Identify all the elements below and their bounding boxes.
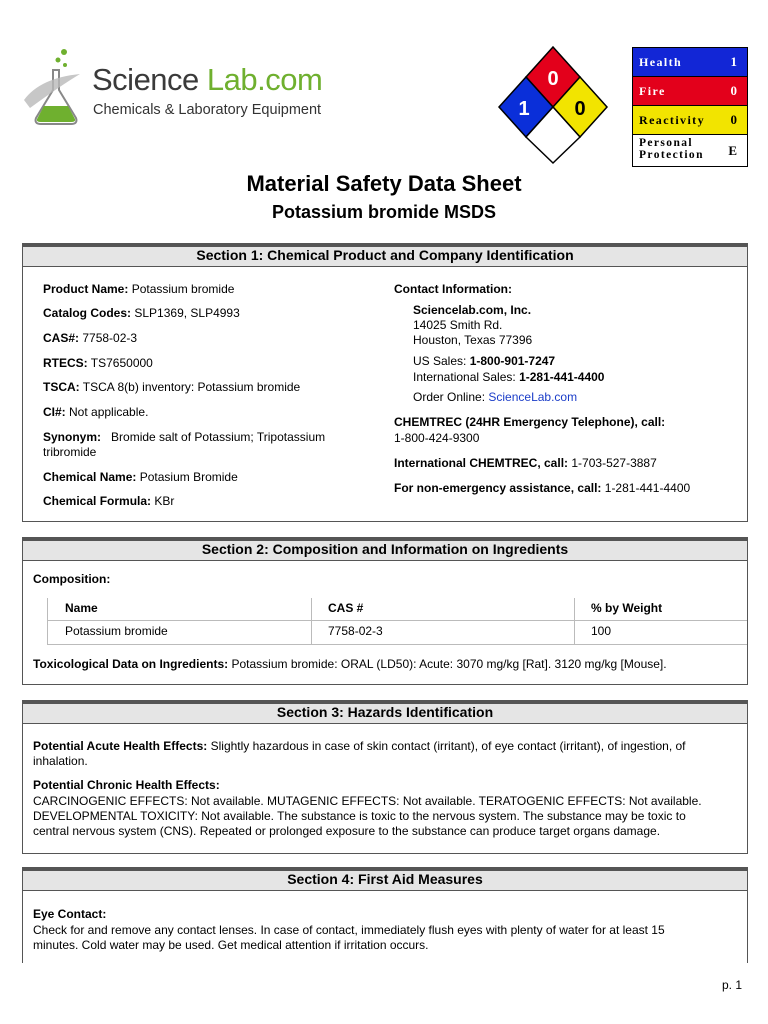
us-sales: US Sales: 1-800-901-7247: [413, 354, 556, 368]
cas-row: CAS#: 7758-02-3: [43, 331, 138, 345]
non-emergency: For non-emergency assistance, call: 1-281-441-4400: [394, 481, 691, 495]
nfpa-health-value: 1: [518, 98, 530, 120]
section-1: [22, 243, 748, 522]
table-header-name: Name: [65, 601, 98, 615]
order-online: Order Online: ScienceLab.com: [413, 390, 578, 404]
chronic-effects-line: central nervous system (CNS). Repeated or prolonged exposure to the substance can produce target organs damage.: [33, 824, 661, 838]
order-online-link[interactable]: ScienceLab.com: [488, 390, 578, 404]
nfpa-reactivity-value: 0: [574, 98, 586, 120]
hmis-label-health: Health: [639, 55, 683, 69]
synonym-row-cont: tribromide: [43, 445, 97, 459]
hmis-label-protection: Personal Protection: [639, 137, 704, 161]
section-2: [22, 537, 748, 685]
company-city: Houston, Texas 77396: [413, 333, 533, 347]
hmis-value-protection: E: [728, 143, 737, 158]
eye-contact-line: minutes. Cold water may be used. Get medical attention if irritation occurs.: [33, 938, 429, 952]
section-3: [22, 700, 748, 854]
section-1-heading: Section 1: Chemical Product and Company Identification: [23, 244, 747, 267]
rtecs-row: RTECS: TS7650000: [43, 356, 153, 370]
chemical-formula-row: Chemical Formula: KBr: [43, 494, 175, 508]
logo-tagline: Chemicals & Laboratory Equipment: [93, 102, 322, 118]
section-4-heading: Section 4: First Aid Measures: [23, 868, 747, 891]
catalog-codes-row: Catalog Codes: SLP1369, SLP4993: [43, 306, 240, 320]
ci-row: CI#: Not applicable.: [43, 405, 149, 419]
table-header-weight: % by Weight: [591, 601, 663, 615]
table-row-divider: [47, 620, 747, 621]
company-name: Sciencelab.com, Inc.: [413, 303, 532, 317]
hmis-row-protection: [633, 135, 747, 166]
table-col-divider: [574, 598, 575, 644]
chemical-name-row: Chemical Name: Potasium Bromide: [43, 470, 238, 484]
chronic-effects-label: Potential Chronic Health Effects:: [33, 778, 220, 792]
page-number: p. 1: [722, 978, 743, 992]
table-left-border: [47, 598, 48, 644]
hmis-row-fire: [633, 77, 747, 106]
chronic-effects-line: DEVELOPMENTAL TOXICITY: Not available. The substance is toxic to the nervous system. The substance may be toxic to: [33, 809, 686, 823]
toxicological-data: Toxicological Data on Ingredients: Potassium bromide: ORAL (LD50): Acute: 3070 mg/kg [Rat]. 3120 mg/kg [Mouse].: [33, 657, 667, 671]
hmis-row-reactivity: [633, 106, 747, 135]
hmis-label: [632, 47, 748, 167]
logo-wordmark: Science Lab.com: [92, 62, 323, 97]
intl-chemtrec: International CHEMTREC, call: 1-703-527-3887: [394, 456, 657, 470]
flask-icon: [20, 48, 92, 132]
hmis-row-health: [633, 48, 747, 77]
acute-effects: Potential Acute Health Effects: Slightly hazardous in case of skin contact (irritant), of eye contact (irritant), of ingestion, of: [33, 739, 686, 753]
eye-contact-line: Check for and remove any contact lenses. In case of contact, immediately flush eyes with plenty of water for at least 15: [33, 923, 665, 937]
section-2-heading: Section 2: Composition and Information on Ingredients: [23, 538, 747, 561]
nfpa-diamond: [497, 45, 609, 165]
hmis-value-health: 1: [730, 54, 737, 69]
table-cell-name: Potassium bromide: [65, 624, 168, 638]
table-header-cas: CAS #: [328, 601, 364, 615]
product-name-row: Product Name: Potassium bromide: [43, 282, 235, 296]
chemtrec-phone: 1-800-424-9300: [394, 431, 480, 445]
section-4: [22, 867, 748, 963]
eye-contact-label: Eye Contact:: [33, 907, 107, 921]
section-3-heading: Section 3: Hazards Identification: [23, 701, 747, 724]
tsca-row: TSCA: TSCA 8(b) inventory: Potassium bromide: [43, 380, 301, 394]
contact-heading: Contact Information:: [394, 282, 512, 296]
table-cell-weight: 100: [591, 624, 612, 638]
hmis-label-fire: Fire: [639, 84, 666, 98]
hmis-value-fire: 0: [730, 83, 737, 98]
page-title: Material Safety Data Sheet: [246, 171, 522, 196]
table-cell-cas: 7758-02-3: [328, 624, 383, 638]
acute-effects-cont: inhalation.: [33, 754, 88, 768]
hmis-label-reactivity: Reactivity: [639, 113, 705, 127]
table-col-divider: [311, 598, 312, 644]
page-subtitle: Potassium bromide MSDS: [271, 202, 497, 222]
nfpa-fire-value: 0: [547, 68, 559, 90]
chemtrec-label: CHEMTREC (24HR Emergency Telephone), call:: [394, 415, 666, 429]
chronic-effects-line: CARCINOGENIC EFFECTS: Not available. MUTAGENIC EFFECTS: Not available. TERATOGENIC EFFECTS: Not available.: [33, 794, 702, 808]
table-row-divider: [47, 644, 747, 645]
composition-label: Composition:: [33, 572, 111, 586]
synonym-row: Synonym: Bromide salt of Potassium; Tripotassium: [43, 430, 326, 444]
sciencelab-logo: [20, 48, 323, 132]
hmis-value-reactivity: 0: [730, 112, 737, 127]
company-street: 14025 Smith Rd.: [413, 318, 503, 332]
intl-sales: International Sales: 1-281-441-4400: [413, 370, 605, 384]
